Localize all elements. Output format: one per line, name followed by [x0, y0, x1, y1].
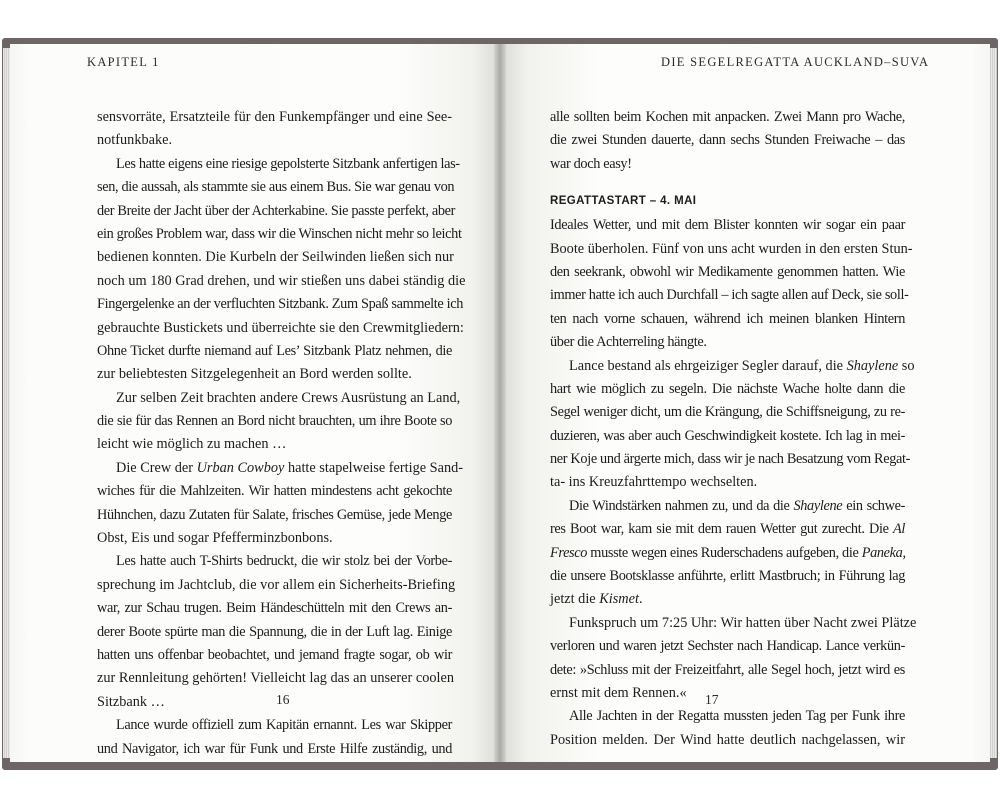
text-line: den seekrank, obwohl wir Medikamente genommen hatten. Wie: [550, 263, 905, 280]
text-line: alle sollten beim Kochen mit anpacken. Zwei Mann pro Wache,: [550, 109, 905, 125]
text-line: Fingergelenke an der verfluchten Sitzbank. Zum Spaß sammelte ich: [97, 296, 464, 313]
text-line: sensvorräte, Ersatzteile für den Funkempfänger und eine See-: [97, 109, 452, 125]
text-line: dete: »Schluss mit der Freizeitfahrt, alle Segel hoch, jetzt wird es: [550, 661, 905, 678]
text-line: Obst, Eis und sogar Pfefferminzbonbons.: [97, 530, 333, 547]
text-line: Position melden. Der Wind hatte deutlich nachgelassen, wir: [550, 731, 905, 748]
text-line: Les hatte eigens eine riesige gepolsterte Sitzbank anfertigen las-: [116, 155, 460, 172]
text-line: zur beliebtesten Sitzgelegenheit an Bord werden sollte.: [97, 366, 412, 383]
text-line: verloren und waren jetzt Sechster nach Handicap. Lance verkün-: [550, 638, 905, 655]
section-heading: REGATTASTART – 4. MAI: [550, 195, 697, 208]
text-line: Fresco musste wegen eines Ruderschadens aufgeben, die Paneka,: [550, 544, 906, 561]
page-number-left: 16: [276, 692, 290, 707]
text-line: leicht wie möglich zu machen …: [97, 436, 287, 453]
text-line: ta- ins Kreuzfahrttempo wechselten.: [550, 474, 758, 491]
running-head-left: KAPITEL 1: [87, 55, 160, 69]
book-gutter: [494, 44, 506, 762]
text-line: ernst mit dem Rennen.«: [550, 684, 687, 701]
text-line: derer Boote spürte man die Spannung, die in der Luft lag. Einige: [97, 623, 452, 640]
text-line: war, zur Schau trugen. Beim Händeschütteln mit den Crews an-: [97, 600, 452, 617]
text-line: notfunkbake.: [97, 132, 173, 149]
text-line: zur Rennleitung gehörten! Vielleicht lag das an unserer coolen: [97, 670, 454, 687]
text-line: Ohne Ticket durfte niemand auf Les’ Sitzbank Platz nehmen, die: [97, 342, 452, 359]
text-line: Segel weniger dicht, um die Krängung, die Schiffsneigung, zu re-: [550, 404, 905, 421]
text-line: Zur selben Zeit brachten andere Crews Ausrüstung an Land,: [116, 389, 461, 406]
text-line: Lance wurde offiziell zum Kapitän ernannt. Les war Skipper: [116, 717, 452, 734]
text-line: Die Windstärken nahmen zu, und da die Shaylene ein schwe-: [569, 497, 905, 514]
text-line: Boote überholen. Fünf von uns acht wurden in den ersten Stun-: [550, 240, 913, 257]
text-line: hatten uns offenbar beobachtet, und jemand fragte sogar, ob wir: [97, 646, 452, 663]
text-line: Les hatte auch T-Shirts bedruckt, die wir stolz bei der Vorbe-: [116, 553, 452, 570]
text-line: die unsere Bootsklasse anführte, erlitt Mastbruch; in Führung lag: [550, 568, 905, 585]
text-line: res Boot war, kam sie mit dem rauen Wetter gut zurecht. Die Al: [550, 521, 905, 538]
text-line: Ideales Wetter, und mit dem Blister konnten wir sogar ein paar: [550, 217, 905, 234]
text-line: Funkspruch um 7:25 Uhr: Wir hatten über Nacht zwei Plätze: [569, 614, 917, 631]
text-line: die zwei Stunden dauerte, dann sechs Stunden Freiwache – das: [550, 132, 905, 149]
text-line: hart wie möglich zu segeln. Die nächste Wache holte dann die: [550, 380, 905, 397]
text-line: über die Achterreling hängte.: [550, 334, 707, 351]
text-line: Sitzbank …: [97, 693, 165, 710]
running-head-right: DIE SEGELREGATTA AUCKLAND–SUVA: [661, 55, 930, 69]
text-line: gebrauchte Bustickets und überreichte sie den Crewmitgliedern:: [97, 319, 464, 336]
text-line: duzieren, was aber auch Geschwindigkeit kostete. Ich lag in mei-: [550, 427, 905, 444]
text-line: immer hatte ich auch Durchfall – ich sagte allen auf Deck, sie soll-: [550, 287, 909, 304]
text-line: die sie für das Rennen an Bord nicht brauchten, um ihre Boote so: [97, 413, 452, 430]
left-page-text: [97, 106, 466, 761]
right-page-text: [550, 106, 917, 752]
text-line: sprechung im Jachtclub, die vor allem ein Sicherheits-Briefing: [97, 576, 456, 593]
text-line: ten nach vorne schauen, während ich meinen blanken Hintern: [550, 310, 905, 327]
text-line: und Navigator, ich war für Funk und Erste Hilfe zuständig, und: [97, 740, 452, 757]
text-line: bedienen konnten. Die Kurbeln der Seilwinden ließen sich nur: [97, 249, 454, 266]
text-line: der Breite der Jacht über der Achterkabine. Sie passte perfekt, aber: [97, 202, 456, 219]
text-line: Hühnchen, dazu Zutaten für Salate, frisches Gemüse, jede Menge: [97, 506, 452, 523]
text-line: Lance bestand als ehrgeiziger Segler darauf, die Shaylene so: [569, 357, 915, 374]
text-line: war doch easy!: [550, 155, 632, 172]
text-line: jetzt die Kismet.: [550, 591, 643, 608]
text-line: ner Koje und ärgerte mich, dass wir je nach Besatzung vom Regat-: [550, 451, 911, 468]
text-line: sen, die aussah, als stammte sie aus einem Bus. Sie war genau von: [97, 179, 455, 196]
text-line: wiches für die Mahlzeiten. Wir hatten mindestens acht gekochte: [97, 483, 452, 500]
page-number-right: 17: [705, 692, 719, 707]
text-line: noch um 180 Grad drehen, und wir stießen uns dabei ständig die: [97, 272, 466, 289]
text-line: Alle Jachten in der Regatta mussten jeden Tag per Funk ihre: [569, 708, 905, 725]
text-line: ein großes Problem war, dass wir die Winschen nicht mehr so leicht: [97, 225, 462, 242]
text-line: Die Crew der Urban Cowboy hatte stapelweise fertige Sand-: [116, 459, 464, 476]
page-edges-right: [989, 48, 997, 758]
